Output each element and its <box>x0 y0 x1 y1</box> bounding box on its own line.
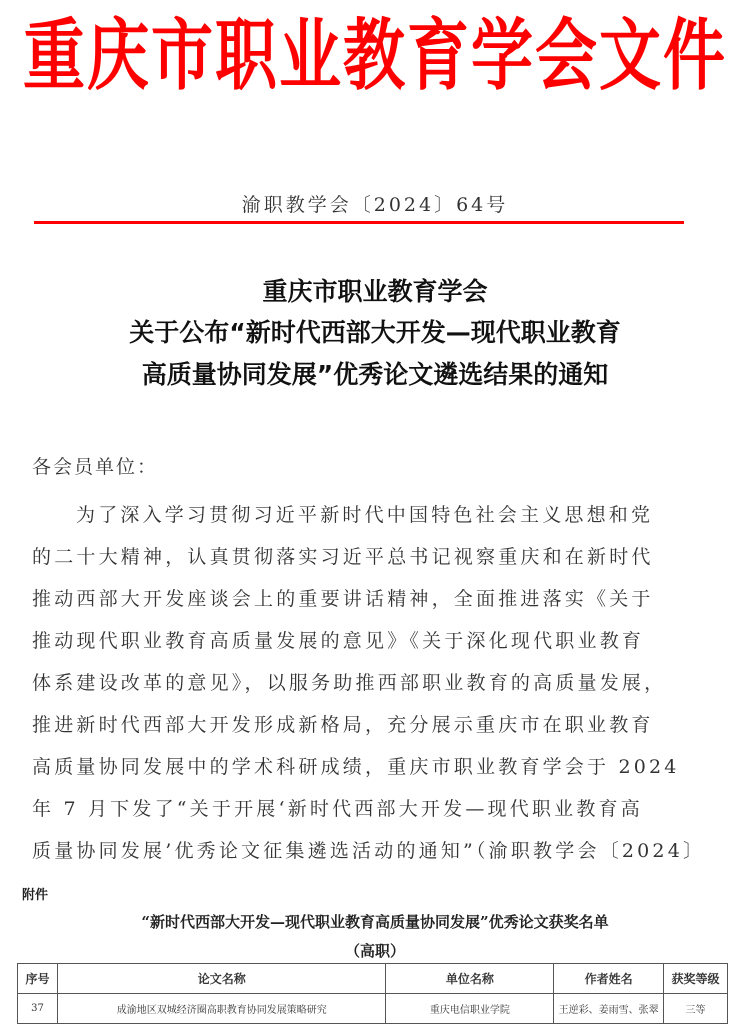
header-paper-title: 论文名称 <box>57 964 386 994</box>
cell-paper-title: 成渝地区双城经济圈高职教育协同发展策略研究 <box>57 994 386 1024</box>
cell-index: 37 <box>18 994 58 1024</box>
body-line: 体系建设改革的意见》，以服务助推西部职业教育的高质量发展， <box>32 672 667 694</box>
body-line: 的二十大精神，认真贯彻落实习近平总书记视察重庆和在新时代 <box>32 546 654 568</box>
notice-title-line-2: 关于公布“新时代西部大开发—现代职业教育 <box>129 318 621 347</box>
header-index: 序号 <box>18 964 58 994</box>
body-line: 推动西部大开发座谈会上的重要讲话精神，全面推进落实《关于 <box>32 588 654 610</box>
salutation: 各会员单位： <box>32 456 159 478</box>
cell-authors: 王逆彩、姜雨雪、张翠 <box>554 994 664 1024</box>
table-row <box>18 994 728 1024</box>
attachment-subtitle: （高职） <box>344 942 405 960</box>
notice-title-line-1: 重庆市职业教育学会 <box>262 277 488 306</box>
header-authors: 作者姓名 <box>554 964 664 994</box>
body-line: 质量协同发展’优秀论文征集遴选活动的通知”（渝职教学会〔2024〕 <box>32 840 706 862</box>
header-institution: 单位名称 <box>386 964 554 994</box>
attachment-title: “新时代西部大开发—现代职业教育高质量协同发展”优秀论文获奖名单 <box>141 913 609 931</box>
body-line: 年 7 月下发了“关于开展‘新时代西部大开发—现代职业教育高 <box>32 798 643 820</box>
document-number: 渝职教学会〔2024〕64号 <box>241 194 509 216</box>
body-line: 推动现代职业教育高质量发展的意见》《关于深化现代职业教育 <box>32 630 645 652</box>
body-paragraph <box>32 494 706 872</box>
body-line: 为了深入学习贯彻习近平新时代中国特色社会主义思想和党 <box>76 504 654 526</box>
header-award-level: 获奖等级 <box>664 964 728 994</box>
body-line: 推进新时代西部大开发形成新格局，充分展示重庆市在职业教育 <box>32 714 654 736</box>
table-header-row <box>18 964 728 994</box>
cell-award-level: 三等 <box>664 994 728 1024</box>
notice-title-line-3: 高质量协同发展”优秀论文遴选结果的通知 <box>141 360 609 389</box>
body-line: 高质量协同发展中的学术科研成绩，重庆市职业教育学会于 2024 <box>32 756 680 778</box>
cell-institution: 重庆电信职业学院 <box>386 994 554 1024</box>
masthead-title: 重庆市职业教育学会文件 <box>22 9 727 101</box>
awards-table <box>17 963 728 1024</box>
attachment-label: 附件 <box>22 888 49 903</box>
red-rule-divider <box>34 221 684 224</box>
